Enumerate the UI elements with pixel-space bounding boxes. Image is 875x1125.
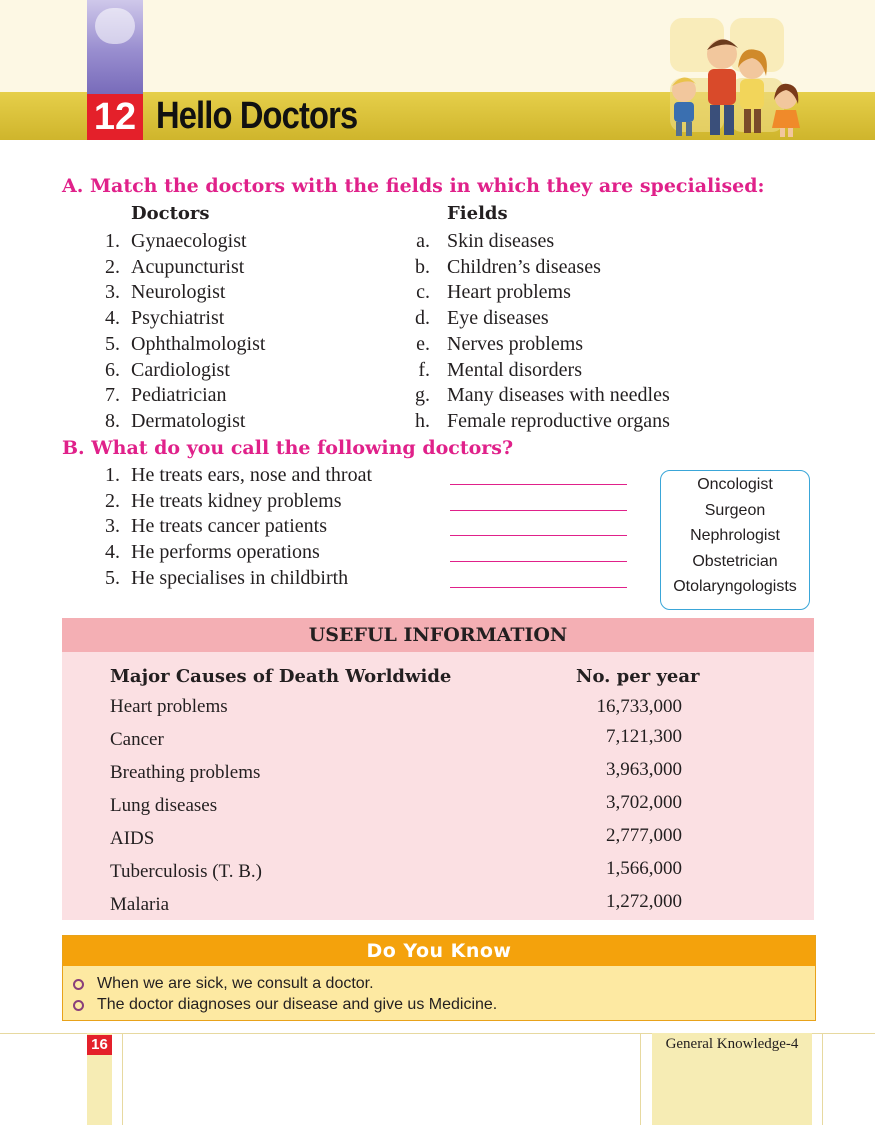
do-you-know-item: The doctor diagnoses our disease and give us Medicine. <box>97 996 498 1013</box>
section-b-heading: B. What do you call the following doctors? <box>62 437 514 459</box>
answer-blank-line <box>450 535 627 536</box>
doctor-item-number: 8. <box>105 409 120 432</box>
bullet-icon <box>73 979 84 990</box>
death-cause: Lung diseases <box>110 795 218 816</box>
question-item-number: 1. <box>105 464 120 486</box>
question-item-number: 4. <box>105 541 120 564</box>
doctor-item-text: Dermatologist <box>131 409 246 432</box>
death-cause: Malaria <box>110 894 170 915</box>
field-item-text: Eye diseases <box>447 307 549 330</box>
answer-blank-line <box>450 510 627 511</box>
cause-column-heading: Major Causes of Death Worldwide <box>110 666 452 687</box>
question-item-text: He treats cancer patients <box>131 515 328 538</box>
doctor-item-number: 5. <box>105 332 120 355</box>
doctor-item-text: Cardiologist <box>131 358 230 381</box>
doctor-item-number: 2. <box>105 255 120 278</box>
doctor-item-number: 6. <box>105 358 120 381</box>
answer-blank-line <box>450 561 627 562</box>
question-item-number: 5. <box>105 566 120 589</box>
death-cause: Heart problems <box>110 696 228 717</box>
question-item-text: He specialises in childbirth <box>131 566 349 589</box>
field-item-text: Many diseases with needles <box>447 384 670 407</box>
word-box-item: Nephrologist <box>690 527 780 544</box>
do-you-know-box <box>62 935 816 1021</box>
do-you-know-item: When we are sick, we consult a doctor. <box>97 975 374 992</box>
question-item-number: 2. <box>105 489 120 512</box>
question-item-text: He performs operations <box>131 541 320 564</box>
answer-blank-line <box>450 587 627 588</box>
doctor-item-text: Ophthalmologist <box>131 332 266 355</box>
death-count: 2,777,000 <box>606 825 682 846</box>
field-item-text: Nerves problems <box>447 332 584 355</box>
do-you-know-heading: Do You Know <box>63 936 815 966</box>
chapter-tab-shine <box>95 8 135 44</box>
field-item-text: Children’s diseases <box>447 255 601 278</box>
doctor-item-number: 3. <box>105 281 120 304</box>
death-count: 7,121,300 <box>606 726 682 747</box>
page-number: 16 <box>87 1035 112 1055</box>
death-count: 16,733,000 <box>596 696 682 717</box>
family-illustration <box>652 18 812 140</box>
field-item-text: Skin diseases <box>447 230 555 252</box>
field-item-number: b. <box>415 255 430 278</box>
death-count: 1,566,000 <box>606 858 682 879</box>
word-box <box>660 470 810 610</box>
field-item-text: Mental disorders <box>447 358 582 381</box>
field-item-number: a. <box>416 230 430 252</box>
fields-column-heading: Fields <box>447 203 508 224</box>
death-count: 1,272,000 <box>606 891 682 912</box>
death-cause: Breathing problems <box>110 762 261 783</box>
field-item-number: h. <box>415 409 430 432</box>
field-item-text: Heart problems <box>447 281 571 304</box>
question-item-text: He treats ears, nose and throat <box>131 464 373 486</box>
book-title: General Knowledge-4 <box>665 1036 799 1052</box>
chapter-title: Hello Doctors <box>156 95 358 137</box>
field-item-text: Female reproductive organs <box>447 409 670 432</box>
field-item-number: f. <box>418 358 430 381</box>
answer-blank-line <box>450 484 627 485</box>
footer-divider <box>822 1033 823 1125</box>
useful-information-panel <box>62 618 814 920</box>
word-box-item: Otolaryngologists <box>673 578 797 595</box>
doctors-column-heading: Doctors <box>131 203 210 224</box>
death-cause: Tuberculosis (T. B.) <box>110 861 262 882</box>
doctor-item-number: 4. <box>105 307 120 330</box>
doctor-item-text: Psychiatrist <box>131 307 225 330</box>
footer-divider <box>122 1033 123 1125</box>
section-a-heading: A. Match the doctors with the fields in which they are specialised: <box>62 175 765 197</box>
footer-divider <box>640 1033 641 1125</box>
word-box-item: Surgeon <box>704 502 766 519</box>
count-column-heading: No. per year <box>576 666 700 687</box>
word-box-item: Oncologist <box>697 476 773 493</box>
death-cause: AIDS <box>110 828 155 849</box>
word-box-item: Obstetrician <box>692 553 778 570</box>
question-item-text: He treats kidney problems <box>131 489 342 512</box>
bullet-icon <box>73 1000 84 1011</box>
field-item-number: c. <box>416 281 430 304</box>
doctor-item-text: Acupuncturist <box>131 255 245 278</box>
field-item-number: e. <box>416 332 430 355</box>
field-item-number: g. <box>415 384 430 407</box>
chapter-number: 12 <box>87 94 143 140</box>
death-count: 3,963,000 <box>606 759 682 780</box>
doctor-item-text: Neurologist <box>131 281 226 304</box>
death-cause: Cancer <box>110 729 164 750</box>
doctor-item-number: 7. <box>105 384 120 407</box>
doctor-item-number: 1. <box>105 230 120 252</box>
field-item-number: d. <box>415 307 430 330</box>
death-count: 3,702,000 <box>606 792 682 813</box>
doctor-item-text: Gynaecologist <box>131 230 247 252</box>
useful-information-heading: USEFUL INFORMATION <box>62 618 814 652</box>
question-item-number: 3. <box>105 515 120 538</box>
doctor-item-text: Pediatrician <box>131 384 227 407</box>
